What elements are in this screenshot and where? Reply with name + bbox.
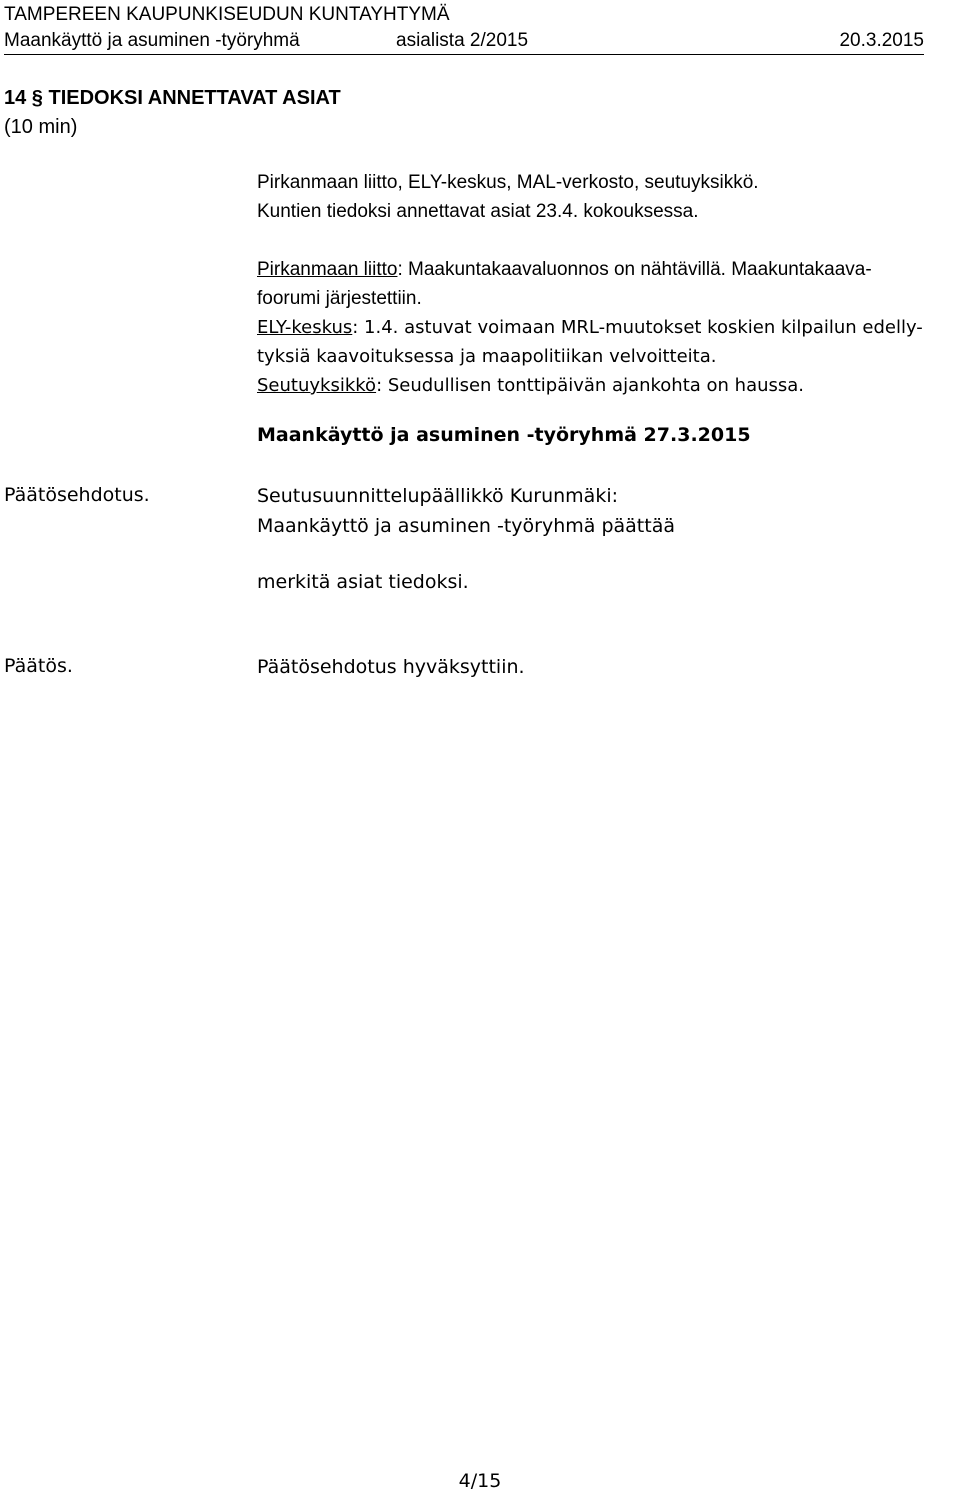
liitto-paragraph xyxy=(257,255,872,313)
ely-label: ELY-keskus xyxy=(257,317,353,338)
decision-text: Päätösehdotus hyväksyttiin. xyxy=(257,656,525,678)
intro-paragraph xyxy=(257,168,759,226)
ely-text-2: tyksiä kaavoituksessa ja maapolitiikan velvoitteita. xyxy=(257,346,717,367)
header-subline xyxy=(4,28,924,55)
section-title: 14 § TIEDOKSI ANNETTAVAT ASIAT xyxy=(4,87,341,109)
decision-label: Päätös. xyxy=(4,655,73,677)
intro-line-1: Pirkanmaan liitto, ELY-keskus, MAL-verkosto, seutuyksikkö. xyxy=(257,172,759,193)
meeting-title: Maankäyttö ja asuminen -työryhmä 27.3.2015 xyxy=(257,424,751,446)
page-number: 4/15 xyxy=(458,1470,502,1492)
proposal-line-2: Maankäyttö ja asuminen -työryhmä päättää xyxy=(257,515,675,537)
ely-paragraph xyxy=(257,313,923,400)
organization-name: TAMPEREEN KAUPUNKISEUDUN KUNTAYHTYMÄ xyxy=(4,4,450,25)
document-header xyxy=(4,0,924,55)
agenda-number: asialista 2/2015 xyxy=(396,30,529,51)
ely-text-1: : 1.4. astuvat voimaan MRL-muutokset koskien kilpailun edelly- xyxy=(352,317,923,338)
document-date: 20.3.2015 xyxy=(839,30,924,51)
proposal-label: Päätösehdotus. xyxy=(4,484,150,506)
proposal-line-3: merkitä asiat tiedoksi. xyxy=(257,571,469,593)
liitto-text-2: foorumi järjestettiin. xyxy=(257,288,422,309)
seutu-label: Seutuyksikkö xyxy=(257,375,377,396)
liitto-label: Pirkanmaan liitto xyxy=(257,259,398,280)
proposal-line-1: Seutusuunnittelupäällikkö Kurunmäki: xyxy=(257,485,618,507)
liitto-text-1: : Maakuntakaavaluonnos on nähtävillä. Maakuntakaava- xyxy=(397,259,872,280)
intro-line-2: Kuntien tiedoksi annettavat asiat 23.4. kokouksessa. xyxy=(257,201,699,222)
working-group-name: Maankäyttö ja asuminen -työryhmä xyxy=(4,30,300,51)
seutu-text: : Seudullisen tonttipäivän ajankohta on haussa. xyxy=(376,375,805,396)
section-duration: (10 min) xyxy=(4,116,78,138)
proposal-body xyxy=(257,481,675,541)
